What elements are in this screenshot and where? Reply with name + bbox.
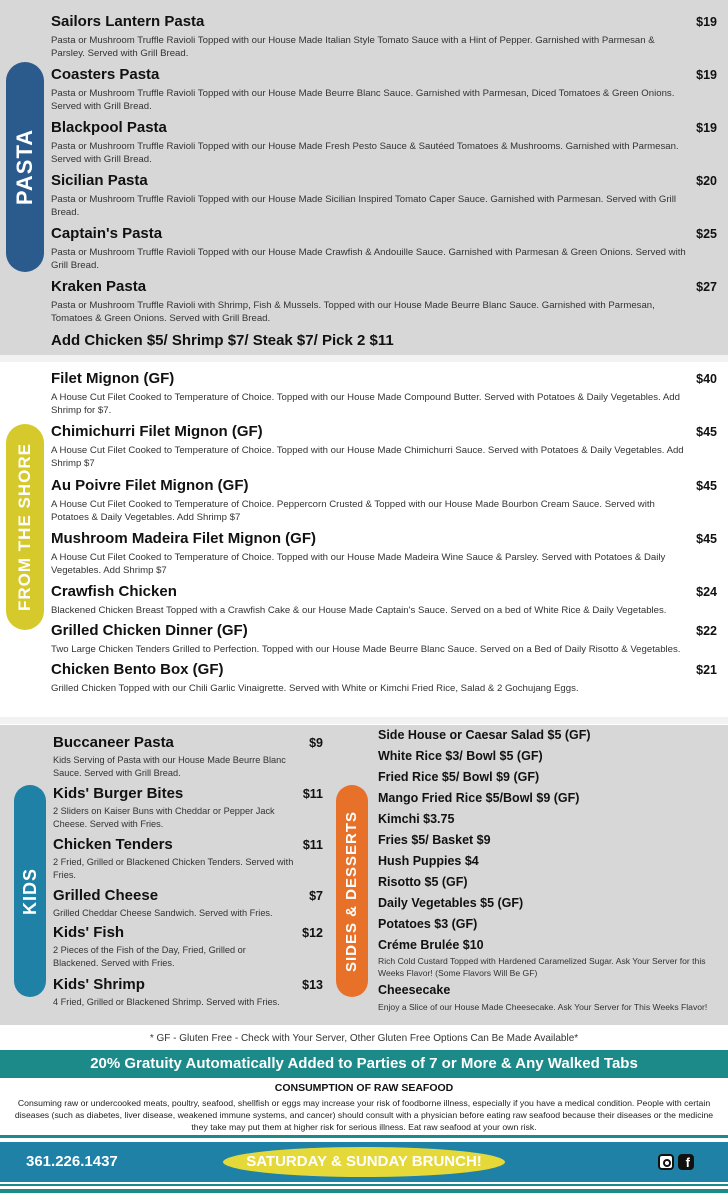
menu-item xyxy=(51,278,717,325)
item-name: Sailors Lantern Pasta xyxy=(51,13,205,30)
item-desc: A House Cut Filet Cooked to Temperature of Choice. Topped with our House Made Chimichurri Sauce. Served with Potatoes & Daily Vegetables. Add Shrimp $7 xyxy=(51,445,684,469)
menu-item xyxy=(53,887,323,920)
side-item: Kimchi $3.75 xyxy=(378,812,455,826)
gluten-free-note: * GF - Gluten Free - Check with Your Server, Other Gluten Free Options Can Be Made Available* xyxy=(149,1033,579,1044)
item-price: $11 xyxy=(302,838,323,852)
kids-sides-section xyxy=(0,725,728,1025)
item-name: Kids' Burger Bites xyxy=(53,785,184,802)
kids-tab xyxy=(14,785,46,997)
social-links xyxy=(658,1154,694,1170)
menu-item xyxy=(51,225,717,272)
menu-item xyxy=(51,477,717,524)
item-price: $19 xyxy=(696,68,717,82)
item-desc: A House Cut Filet Cooked to Temperature of Choice. Topped with our House Made Madeira Wine Sauce & Parsley. Served with Potatoes & Daily Vegetables. Add Shrimp $7 xyxy=(51,552,666,576)
side-item: Fries $5/ Basket $9 xyxy=(378,833,491,847)
item-desc: Pasta or Mushroom Truffle Ravioli Topped with our House Made Sicilian Inspired Tomato Caper Sauce. Garnished with Parmesan. Served with Grill Bread. xyxy=(51,194,676,218)
item-price: $11 xyxy=(302,787,323,801)
item-name: Captain's Pasta xyxy=(51,225,163,242)
item-name: Chicken Bento Box (GF) xyxy=(51,661,224,678)
instagram-icon[interactable] xyxy=(658,1154,674,1170)
item-price: $20 xyxy=(696,174,717,188)
item-price: $45 xyxy=(696,479,717,493)
menu-item xyxy=(51,172,717,219)
item-desc: Two Large Chicken Tenders Grilled to Perfection. Topped with our House Made Beurre Blanc Sauce. Served on a Bed of Daily Risotto & Vegetables. xyxy=(51,644,681,655)
menu-item xyxy=(53,976,323,1009)
item-price: $7 xyxy=(309,889,323,903)
item-desc: Grilled Cheddar Cheese Sandwich. Served with Fries. xyxy=(53,908,273,918)
pasta-section xyxy=(0,0,728,355)
item-name: Filet Mignon (GF) xyxy=(51,370,175,387)
shore-label: FROM THE SHORE xyxy=(15,443,35,611)
sides-tab xyxy=(336,785,368,997)
item-name: Crawfish Chicken xyxy=(51,583,177,600)
menu-item xyxy=(51,622,717,656)
menu-item xyxy=(51,583,717,617)
side-item: Fried Rice $5/ Bowl $9 (GF) xyxy=(378,770,540,784)
item-name: Sicilian Pasta xyxy=(51,172,148,189)
creme-brulee-desc: Rich Cold Custard Topped with Hardened Caramelized Sugar. Ask Your Server for this Weeks Flavor! (Some Flavors Will Be GF) xyxy=(378,956,706,978)
pasta-tab xyxy=(6,62,44,272)
side-item: Hush Puppies $4 xyxy=(378,854,479,868)
item-desc: Pasta or Mushroom Truffle Ravioli with Shrimp, Fish & Mussels. Topped with our House Made Beurre Blanc Sauce. Garnished with Parmesan, Tomatoes & Green Onions. Served with Grill Bread. xyxy=(51,300,655,324)
menu-item xyxy=(51,119,717,166)
item-desc: Grilled Chicken Topped with our Chili Garlic Vinaigrette. Served with White or Kimchi Fried Rice, Salad & 2 Gochujang Eggs. xyxy=(51,683,579,694)
menu-item xyxy=(51,661,717,695)
menu-item xyxy=(53,734,323,780)
side-item: Daily Vegetables $5 (GF) xyxy=(378,896,524,910)
item-price: $19 xyxy=(696,121,717,135)
cheesecake-name: Cheesecake xyxy=(378,983,451,997)
raw-seafood-warning: Consuming raw or undercooked meats, poultry, seafood, shellfish or eggs may increase your risk of foodborne illness, especially if you have a medical condition. People with certain diseases (such as diabetes, liver disease, weakened immune systems, and cancer) should consult with a physician before eating raw seafood because their diseases or the medicine they take may put them at higher risk for serious illness. Eat raw seafood at your own risk. xyxy=(14,1098,714,1132)
divider xyxy=(0,717,728,724)
item-desc: Pasta or Mushroom Truffle Ravioli Topped with our House Made Fresh Pesto Sauce & Sautéed Tomatoes & Mushrooms. Garnished with Parmesan. Served with Grill Bread. xyxy=(51,141,679,165)
cheesecake-desc: Enjoy a Slice of our House Made Cheesecake. Ask Your Server for This Weeks Flavor! xyxy=(378,1002,708,1012)
side-item: White Rice $3/ Bowl $5 (GF) xyxy=(378,749,543,763)
menu-item xyxy=(51,13,717,60)
item-desc: Pasta or Mushroom Truffle Ravioli Topped with our House Made Italian Style Tomato Sauce with a Hint of Pepper. Garnished with Parmesan & Parsley. Served with Grill Bread. xyxy=(51,35,655,59)
menu-item xyxy=(51,423,717,470)
item-name: Coasters Pasta xyxy=(51,66,160,83)
item-desc: A House Cut Filet Cooked to Temperature of Choice. Topped with our House Made Compound Butter. Served with Potatoes & Daily Vegetables. Add Shrimp for $7. xyxy=(51,392,680,416)
item-price: $19 xyxy=(696,15,717,29)
menu-item xyxy=(53,836,323,882)
shore-section xyxy=(0,362,728,717)
item-name: Kids' Fish xyxy=(53,924,125,941)
item-desc: A House Cut Filet Cooked to Temperature of Choice. Peppercorn Crusted & Topped with our House Made Bourbon Cream Sauce. Served with Potatoes & Daily Vegetables. Add Shrimp $7 xyxy=(51,499,655,523)
side-item: Risotto $5 (GF) xyxy=(378,875,468,889)
item-name: Blackpool Pasta xyxy=(51,119,167,136)
item-name: Chicken Tenders xyxy=(53,836,173,853)
item-price: $27 xyxy=(696,280,717,294)
item-desc: 2 Pieces of the Fish of the Day, Fried, Grilled or Blackened. Served with Fries. xyxy=(53,945,246,968)
item-price: $45 xyxy=(696,425,717,439)
footer-bar xyxy=(0,1142,728,1182)
phone-number[interactable]: 361.226.1437 xyxy=(26,1153,118,1170)
item-desc: Blackened Chicken Breast Topped with a Crawfish Cake & our House Made Captain's Sauce. Served on a bed of White Rice & Daily Vegetables. xyxy=(51,605,667,616)
menu-item xyxy=(53,924,323,970)
side-item: Créme Brulée $10 xyxy=(378,938,484,952)
kids-label: KIDS xyxy=(19,867,40,915)
side-item: Potatoes $3 (GF) xyxy=(378,917,478,931)
footer-stripe xyxy=(0,1184,728,1186)
item-name: Kids' Shrimp xyxy=(53,976,145,993)
menu-item xyxy=(53,785,323,831)
item-desc: 2 Sliders on Kaiser Buns with Cheddar or Pepper Jack Cheese. Served with Fries. xyxy=(53,806,275,829)
item-name: Grilled Chicken Dinner (GF) xyxy=(51,622,248,639)
item-price: $9 xyxy=(309,736,323,750)
item-desc: 4 Fried, Grilled or Blackened Shrimp. Served with Fries. xyxy=(53,997,280,1007)
item-desc: 2 Fried, Grilled or Blackened Chicken Tenders. Served with Fries. xyxy=(53,857,294,880)
menu-item xyxy=(51,66,717,113)
footer-stripe xyxy=(0,1135,728,1138)
facebook-icon[interactable]: f xyxy=(678,1154,694,1170)
sides-label: SIDES & DESSERTS xyxy=(343,810,361,972)
item-name: Kraken Pasta xyxy=(51,278,147,295)
item-desc: Pasta or Mushroom Truffle Ravioli Topped with our House Made Beurre Blanc Sauce. Garnished with Parmesan, Diced Tomatoes & Green Onions. Served with Grill Bread. xyxy=(51,88,675,112)
footer-stripe xyxy=(0,1189,728,1193)
pasta-label: PASTA xyxy=(12,128,38,206)
item-desc: Kids Serving of Pasta with our House Made Beurre Blanc Sauce. Served with Grill Bread. xyxy=(53,755,286,778)
side-item: Mango Fried Rice $5/Bowl $9 (GF) xyxy=(378,791,580,805)
item-price: $13 xyxy=(302,978,323,992)
pasta-addons: Add Chicken $5/ Shrimp $7/ Steak $7/ Pick 2 $11 xyxy=(51,332,394,349)
item-name: Mushroom Madeira Filet Mignon (GF) xyxy=(51,530,316,547)
raw-seafood-title: CONSUMPTION OF RAW SEAFOOD xyxy=(274,1082,454,1094)
item-name: Chimichurri Filet Mignon (GF) xyxy=(51,423,263,440)
brunch-banner: SATURDAY & SUNDAY BRUNCH! xyxy=(223,1147,505,1177)
item-price: $45 xyxy=(696,532,717,546)
item-name: Grilled Cheese xyxy=(53,887,159,904)
item-name: Au Poivre Filet Mignon (GF) xyxy=(51,477,249,494)
divider xyxy=(0,355,728,362)
gratuity-banner: 20% Gratuity Automatically Added to Parties of 7 or More & Any Walked Tabs xyxy=(0,1050,728,1078)
shore-tab xyxy=(6,424,44,630)
item-price: $25 xyxy=(696,227,717,241)
item-name: Buccaneer Pasta xyxy=(53,734,174,751)
item-price: $12 xyxy=(302,926,323,940)
item-price: $21 xyxy=(696,663,717,677)
menu-item xyxy=(51,370,717,417)
item-price: $24 xyxy=(696,585,717,599)
item-price: $40 xyxy=(696,372,717,386)
menu-item xyxy=(51,530,717,577)
side-item: Side House or Caesar Salad $5 (GF) xyxy=(378,728,591,742)
item-desc: Pasta or Mushroom Truffle Ravioli Topped with our House Made Crawfish & Andouille Sauce. Garnished with Parmesan & Green Onions. Served with Grill Bread. xyxy=(51,247,686,271)
item-price: $22 xyxy=(696,624,717,638)
